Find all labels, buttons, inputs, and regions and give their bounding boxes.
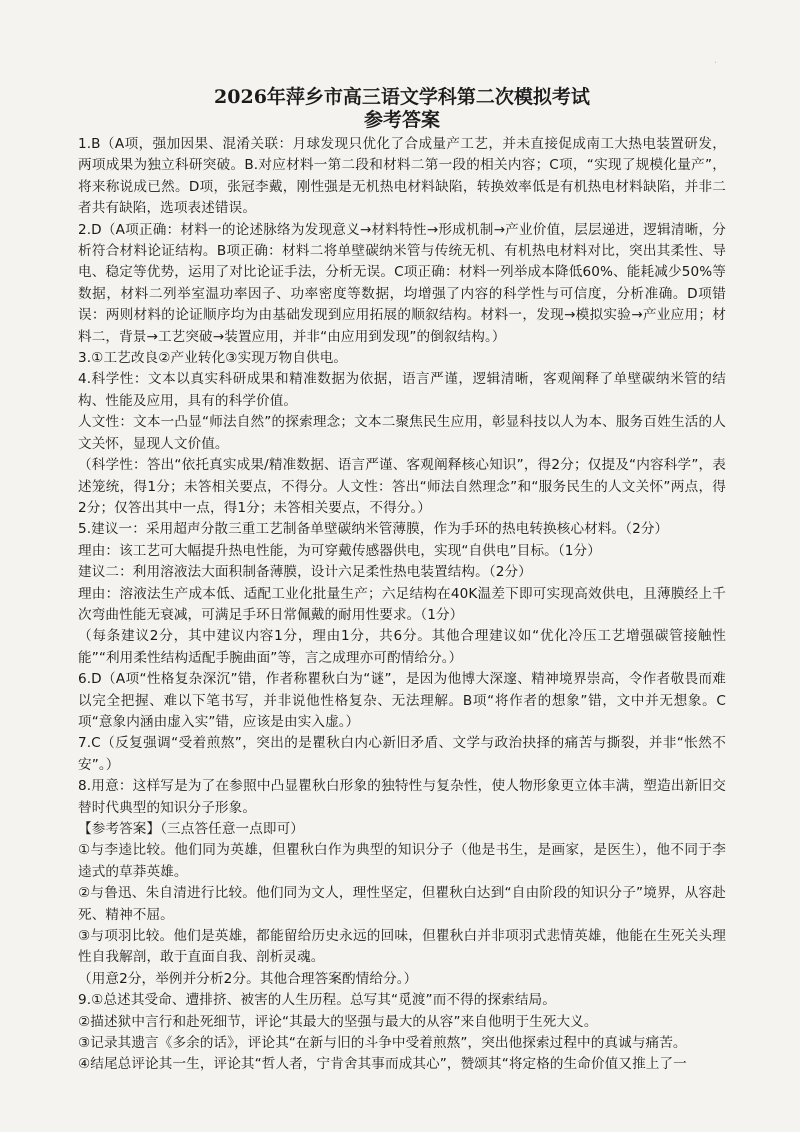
answer-paragraph: 1.B（A项，强加因果、混淆关联：月球发现只优化了合成量产工艺，并未直接促成南工大热电装置研发，两项成果为独立科研突破。B.对应材料一第二段和材料二第一段的相关内容；C项，“实现了规模化量产”，将来称说成已然。D项，张冠李戴，刚性强是无机热电材料缺陷，转换效率低是有机热电材料缺陷，并非二者共有缺陷，选项表述错误。 <box>78 136 726 217</box>
answer-paragraph: 4.科学性：文本以真实科研成果和精准数据为依据，语言严谨，逻辑清晰，客观阐释了单壁碳纳米管的结构、性能及应用，具有的科学价值。 <box>78 371 726 409</box>
scan-speck: · <box>714 58 718 69</box>
answer-paragraph: 理由：溶液法生产成本低、适配工业化批量生产；六足结构在40K温差下即可实现高效供电，且薄膜经上千次弯曲性能无衰减，可满足手环日常佩戴的耐用性要求。（1分） <box>78 585 726 623</box>
answer-paragraph: 人文性：文本一凸显“师法自然”的探索理念；文本二聚焦民生应用，彰显科技以人为本、服务百姓生活的人文关怀，显现人文价值。 <box>78 414 726 452</box>
answer-paragraph: 9.①总述其受命、遭排挤、被害的人生历程。总写其“觅渡”而不得的探索结局。 <box>78 992 556 1009</box>
answer-paragraph: 6.D（A项“性格复杂深沉”错，作者称瞿秋白为“谜”，是因为他博大深邃、精神境界崇高，令作者敬畏而难以完全把握、难以下笔书写，并非说他性格复杂、无法理解。B项“将作者的想象”错，文中并无想象。C项“意象内涵由虚入实”错，应该是由实入虚。） <box>78 671 726 730</box>
answer-paragraph: （每条建议2分，其中建议内容1分，理由1分，共6分。其他合理建议如“优化冷压工艺增强碳管接触性能”“利用柔性结构适配手腕曲面”等，言之成理亦可酌情给分。） <box>78 628 726 666</box>
answer-paragraph: 【参考答案】（三点答任意一点即可） <box>78 821 304 837</box>
answer-paragraph: ③与项羽比较。他们是英雄，都能留给历史永远的回味，但瞿秋白并非项羽式悲情英雄，他能在生死关头理性自我解剖，敢于直面自我、剖析灵魂。 <box>78 928 726 966</box>
answer-paragraph: ①与李逵比较。他们同为英雄，但瞿秋白作为典型的知识分子（他是书生，是画家，是医生），他不同于李逵式的草莽英雄。 <box>78 842 726 880</box>
answer-paragraph: 2.D（A项正确：材料一的论述脉络为发现意义→材料特性→形成机制→产业价值，层层递进，逻辑清晰，分析符合材料论证结构。B项正确：材料二将单壁碳纳米管与传统无机、有机热电材料对比，突出其柔性、导电、稳定等优势，运用了对比论证手法，分析无误。C项正确：材料一列举成本降低60%、能耗减少50%等数据，材料二列举室温功率因子、功率密度等数据，均增强了内容的科学性与可信度，分析准确。D项错误：两则材料的论证顺序均为由基础发现到应用拓展的顺叙结构。材料一，发现→模拟实验→产业应用；材料二，背景→工艺突破→装置应用，并非“由应用到发现”的倒叙结构。） <box>78 221 726 345</box>
answer-paragraph: 理由：该工艺可大幅提升热电性能，为可穿戴传感器供电，实现“自供电”目标。（1分） <box>78 542 601 559</box>
answer-paragraph: 3.①工艺改良②产业转化③实现万物自供电。 <box>78 350 348 367</box>
answer-paragraph: 7.C（反复强调“受着煎熬”，突出的是瞿秋白内心新旧矛盾、文学与政治抉择的痛苦与撕裂，并非“怅然不安”。） <box>78 735 726 773</box>
page-subtitle: 参考答案 <box>363 109 440 131</box>
answer-paragraph: （科学性：答出“依托真实成果/精准数据、语言严谨、客观阐释核心知识”，得2分；仅提及“内容科学”，表述笼统，得1分；未答相关要点，不得分。人文性：答出“师法自然理念”和“服务民生的人文关怀”两点，得2分；仅答出其中一点，得1分；未答相关要点，不得分。） <box>78 457 726 516</box>
answer-paragraph: 8.用意：这样写是为了在参照中凸显瞿秋白形象的独特性与复杂性，使人物形象更立体丰满，塑造出新旧交替时代典型的知识分子形象。 <box>78 778 726 816</box>
page-title: 2026年萍乡市高三语文学科第二次模拟考试 <box>214 86 590 108</box>
answer-paragraph: 5.建议一：采用超声分散三重工艺制备单壁碳纳米管薄膜，作为手环的热电转换核心材料。（2分） <box>78 521 669 538</box>
answer-content <box>78 134 726 1076</box>
answer-paragraph: （用意2分，举例并分析2分。其他合理答案酌情给分。） <box>78 970 418 987</box>
answer-paragraph: ③记录其遗言《多余的话》，评论其“在新与旧的斗争中受着煎熬”，突出他探索过程中的真诚与痛苦。 <box>78 1035 687 1052</box>
answer-paragraph: 建议二：利用溶液法大面积制备薄膜，设计六足柔性热电装置结构。（2分） <box>78 564 532 581</box>
answer-paragraph: ②与鲁迅、朱自清进行比较。他们同为文人，理性坚定，但瞿秋白达到“自由阶段的知识分子”境界，从容赴死、精神不屈。 <box>78 885 726 923</box>
answer-paragraph: ②描述狱中言行和赴死细节，评论“其最大的坚强与最大的从容”来自他明于生死大义。 <box>78 1013 598 1030</box>
answer-paragraph: ④结尾总评论其一生，评论其“哲人者，宁肯舍其事而成其心”，赞颂其“将定格的生命价值又推上了一 <box>78 1056 687 1073</box>
